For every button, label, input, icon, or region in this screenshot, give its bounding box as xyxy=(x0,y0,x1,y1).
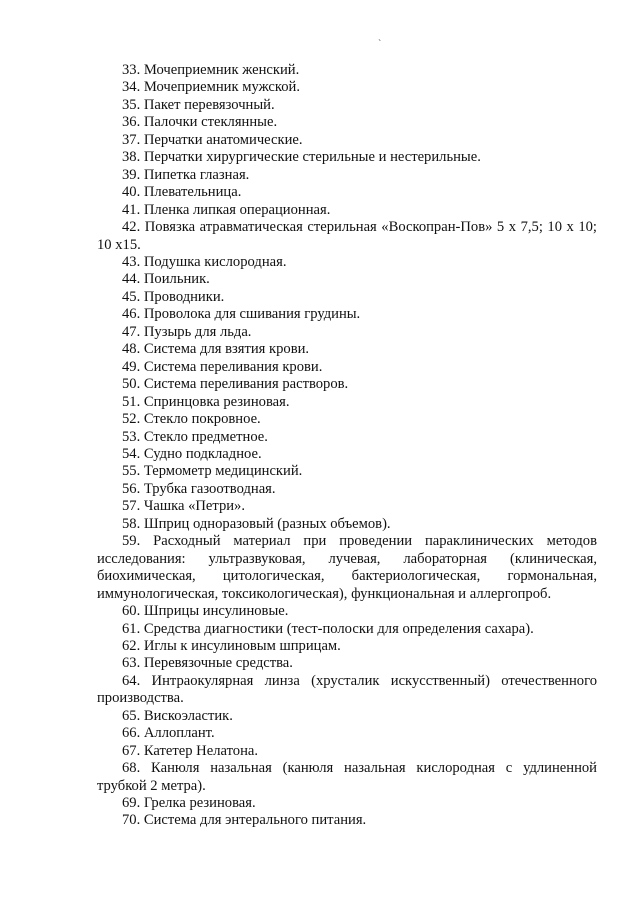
list-item: 50. Система переливания растворов. xyxy=(122,376,349,393)
list-item: 63. Перевязочные средства. xyxy=(122,655,293,672)
list-item: 62. Иглы к инсулиновым шприцам. xyxy=(122,637,341,654)
supply-list xyxy=(97,62,597,830)
list-item: 70. Система для энтерального питания. xyxy=(122,812,367,829)
list-item: 61. Средства диагностики (тест-полоски для определения сахара). xyxy=(122,620,534,637)
list-item: 38. Перчатки хирургические стерильные и нестерильные. xyxy=(122,149,481,166)
list-item: 36. Палочки стеклянные. xyxy=(122,114,278,131)
list-item: 69. Грелка резиновая. xyxy=(122,795,256,812)
list-item: 59. Расходный материал при проведении параклинических методов исследования: ультразвуковая, лучевая, лабораторная (клиническая, биохимическая, цитологическая, бактериологическая, гормональная, иммунологическая, токсикологическая), функциональная и аллергопроб. xyxy=(97,533,597,602)
list-item: 34. Мочеприемник мужской. xyxy=(122,79,300,96)
list-item: 57. Чашка «Петри». xyxy=(122,498,246,515)
list-item: 55. Термометр медицинский. xyxy=(122,463,303,480)
list-item: 67. Катетер Нелатона. xyxy=(122,742,259,759)
list-item: 58. Шприц одноразовый (разных объемов). xyxy=(122,515,391,532)
list-item: 51. Спринцовка резиновая. xyxy=(122,393,290,410)
list-item: 42. Повязка атравматическая стерильная «Воскопран-Пов» 5 х 7,5; 10 х 10; 10 х15. xyxy=(97,219,597,253)
list-item: 33. Мочеприемник женский. xyxy=(122,62,300,78)
list-item: 44. Поильник. xyxy=(122,271,210,288)
scan-mark: ` xyxy=(378,39,382,50)
list-item: 60. Шприцы инсулиновые. xyxy=(122,603,289,620)
list-item: 45. Проводники. xyxy=(122,288,225,305)
list-item: 37. Перчатки анатомические. xyxy=(122,131,303,148)
list-item: 43. Подушка кислородная. xyxy=(122,253,287,270)
list-item: 48. Система для взятия крови. xyxy=(122,341,310,358)
list-item: 56. Трубка газоотводная. xyxy=(122,480,276,497)
list-item: 41. Пленка липкая операционная. xyxy=(122,201,331,218)
list-item: 46. Проволока для сшивания грудины. xyxy=(122,306,361,323)
list-item: 64. Интраокулярная линза (хрусталик искусственный) отечественного производства. xyxy=(97,672,597,707)
list-item: 49. Система переливания крови. xyxy=(122,358,323,375)
list-item: 68. Канюля назальная (канюля назальная кислородная с удлиненной трубкой 2 метра). xyxy=(97,760,597,794)
list-item: 53. Стекло предметное. xyxy=(122,428,268,445)
list-item: 66. Аллоплант. xyxy=(122,725,215,742)
list-item: 47. Пузырь для льда. xyxy=(122,323,252,340)
list-item: 40. Плевательница. xyxy=(122,184,242,201)
list-item: 35. Пакет перевязочный. xyxy=(122,96,275,113)
list-item: 54. Судно подкладное. xyxy=(122,445,262,462)
list-item: 65. Вискоэластик. xyxy=(122,707,233,724)
list-item: 39. Пипетка глазная. xyxy=(122,166,250,183)
list-item: 52. Стекло покровное. xyxy=(122,411,261,428)
